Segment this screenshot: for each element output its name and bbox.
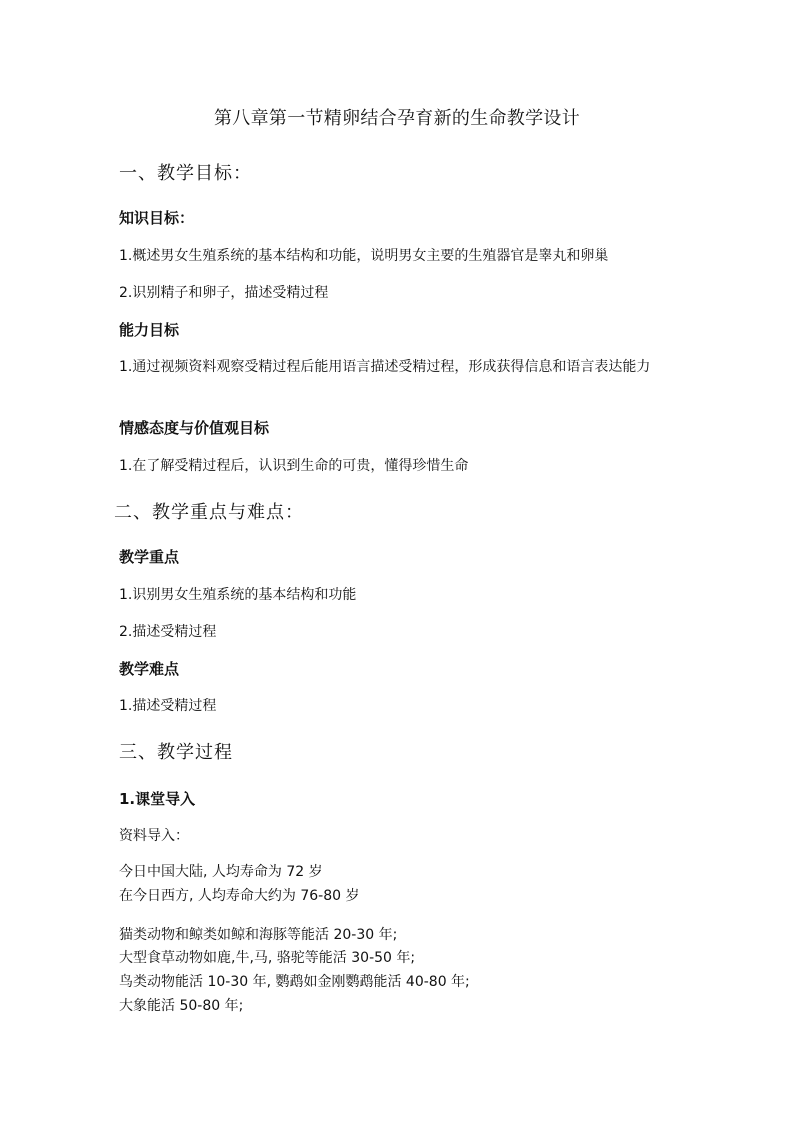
emotion-item-1: 1.在了解受精过程后，认识到生命的可贵，懂得珍惜生命 (119, 458, 469, 474)
section-2-heading: 二、教学重点与难点： (114, 502, 304, 523)
lifespan-line-2: 在今日西方, 人均寿命大约为 76-80 岁 (119, 888, 360, 904)
key-points-heading: 教学重点 (119, 548, 180, 566)
lifespan-line-1: 今日中国大陆, 人均寿命为 72 岁 (119, 864, 323, 880)
key-item-1: 1.识别男女生殖系统的基本结构和功能 (119, 587, 357, 603)
difficulty-heading: 教学难点 (119, 660, 180, 678)
knowledge-goals-heading: 知识目标： (119, 209, 195, 227)
key-item-2: 2.描述受精过程 (119, 624, 217, 640)
ability-goals-heading: 能力目标 (119, 321, 180, 339)
knowledge-item-2: 2.识别精子和卵子，描述受精过程 (119, 285, 329, 301)
document-title: 第八章第一节精卵结合孕育新的生命教学设计 (214, 108, 580, 129)
knowledge-item-1: 1.概述男女生殖系统的基本结构和功能，说明男女主要的生殖器官是睾丸和卵巢 (119, 248, 609, 264)
intro-label: 资料导入： (119, 828, 189, 844)
section-1-heading: 一、教学目标： (119, 163, 252, 184)
difficulty-item-1: 1.描述受精过程 (119, 698, 217, 714)
emotion-goals-heading: 情感态度与价值观目标 (119, 419, 270, 437)
animal-line-4: 大象能活 50-80 年; (119, 998, 244, 1014)
ability-item-1: 1.通过视频资料观察受精过程后能用语言描述受精过程，形成获得信息和语言表达能力 (119, 359, 651, 375)
animal-line-2: 大型食草动物如鹿,牛,马, 骆驼等能活 30-50 年; (119, 950, 416, 966)
animal-line-3: 鸟类动物能活 10-30 年, 鹦鹉如金刚鹦鹉能活 40-80 年; (119, 974, 470, 990)
step-1-heading: 1.课堂导入 (119, 790, 196, 808)
section-3-heading: 三、教学过程 (119, 742, 233, 763)
animal-line-1: 猫类动物和鲸类如鲸和海豚等能活 20-30 年; (119, 927, 398, 943)
